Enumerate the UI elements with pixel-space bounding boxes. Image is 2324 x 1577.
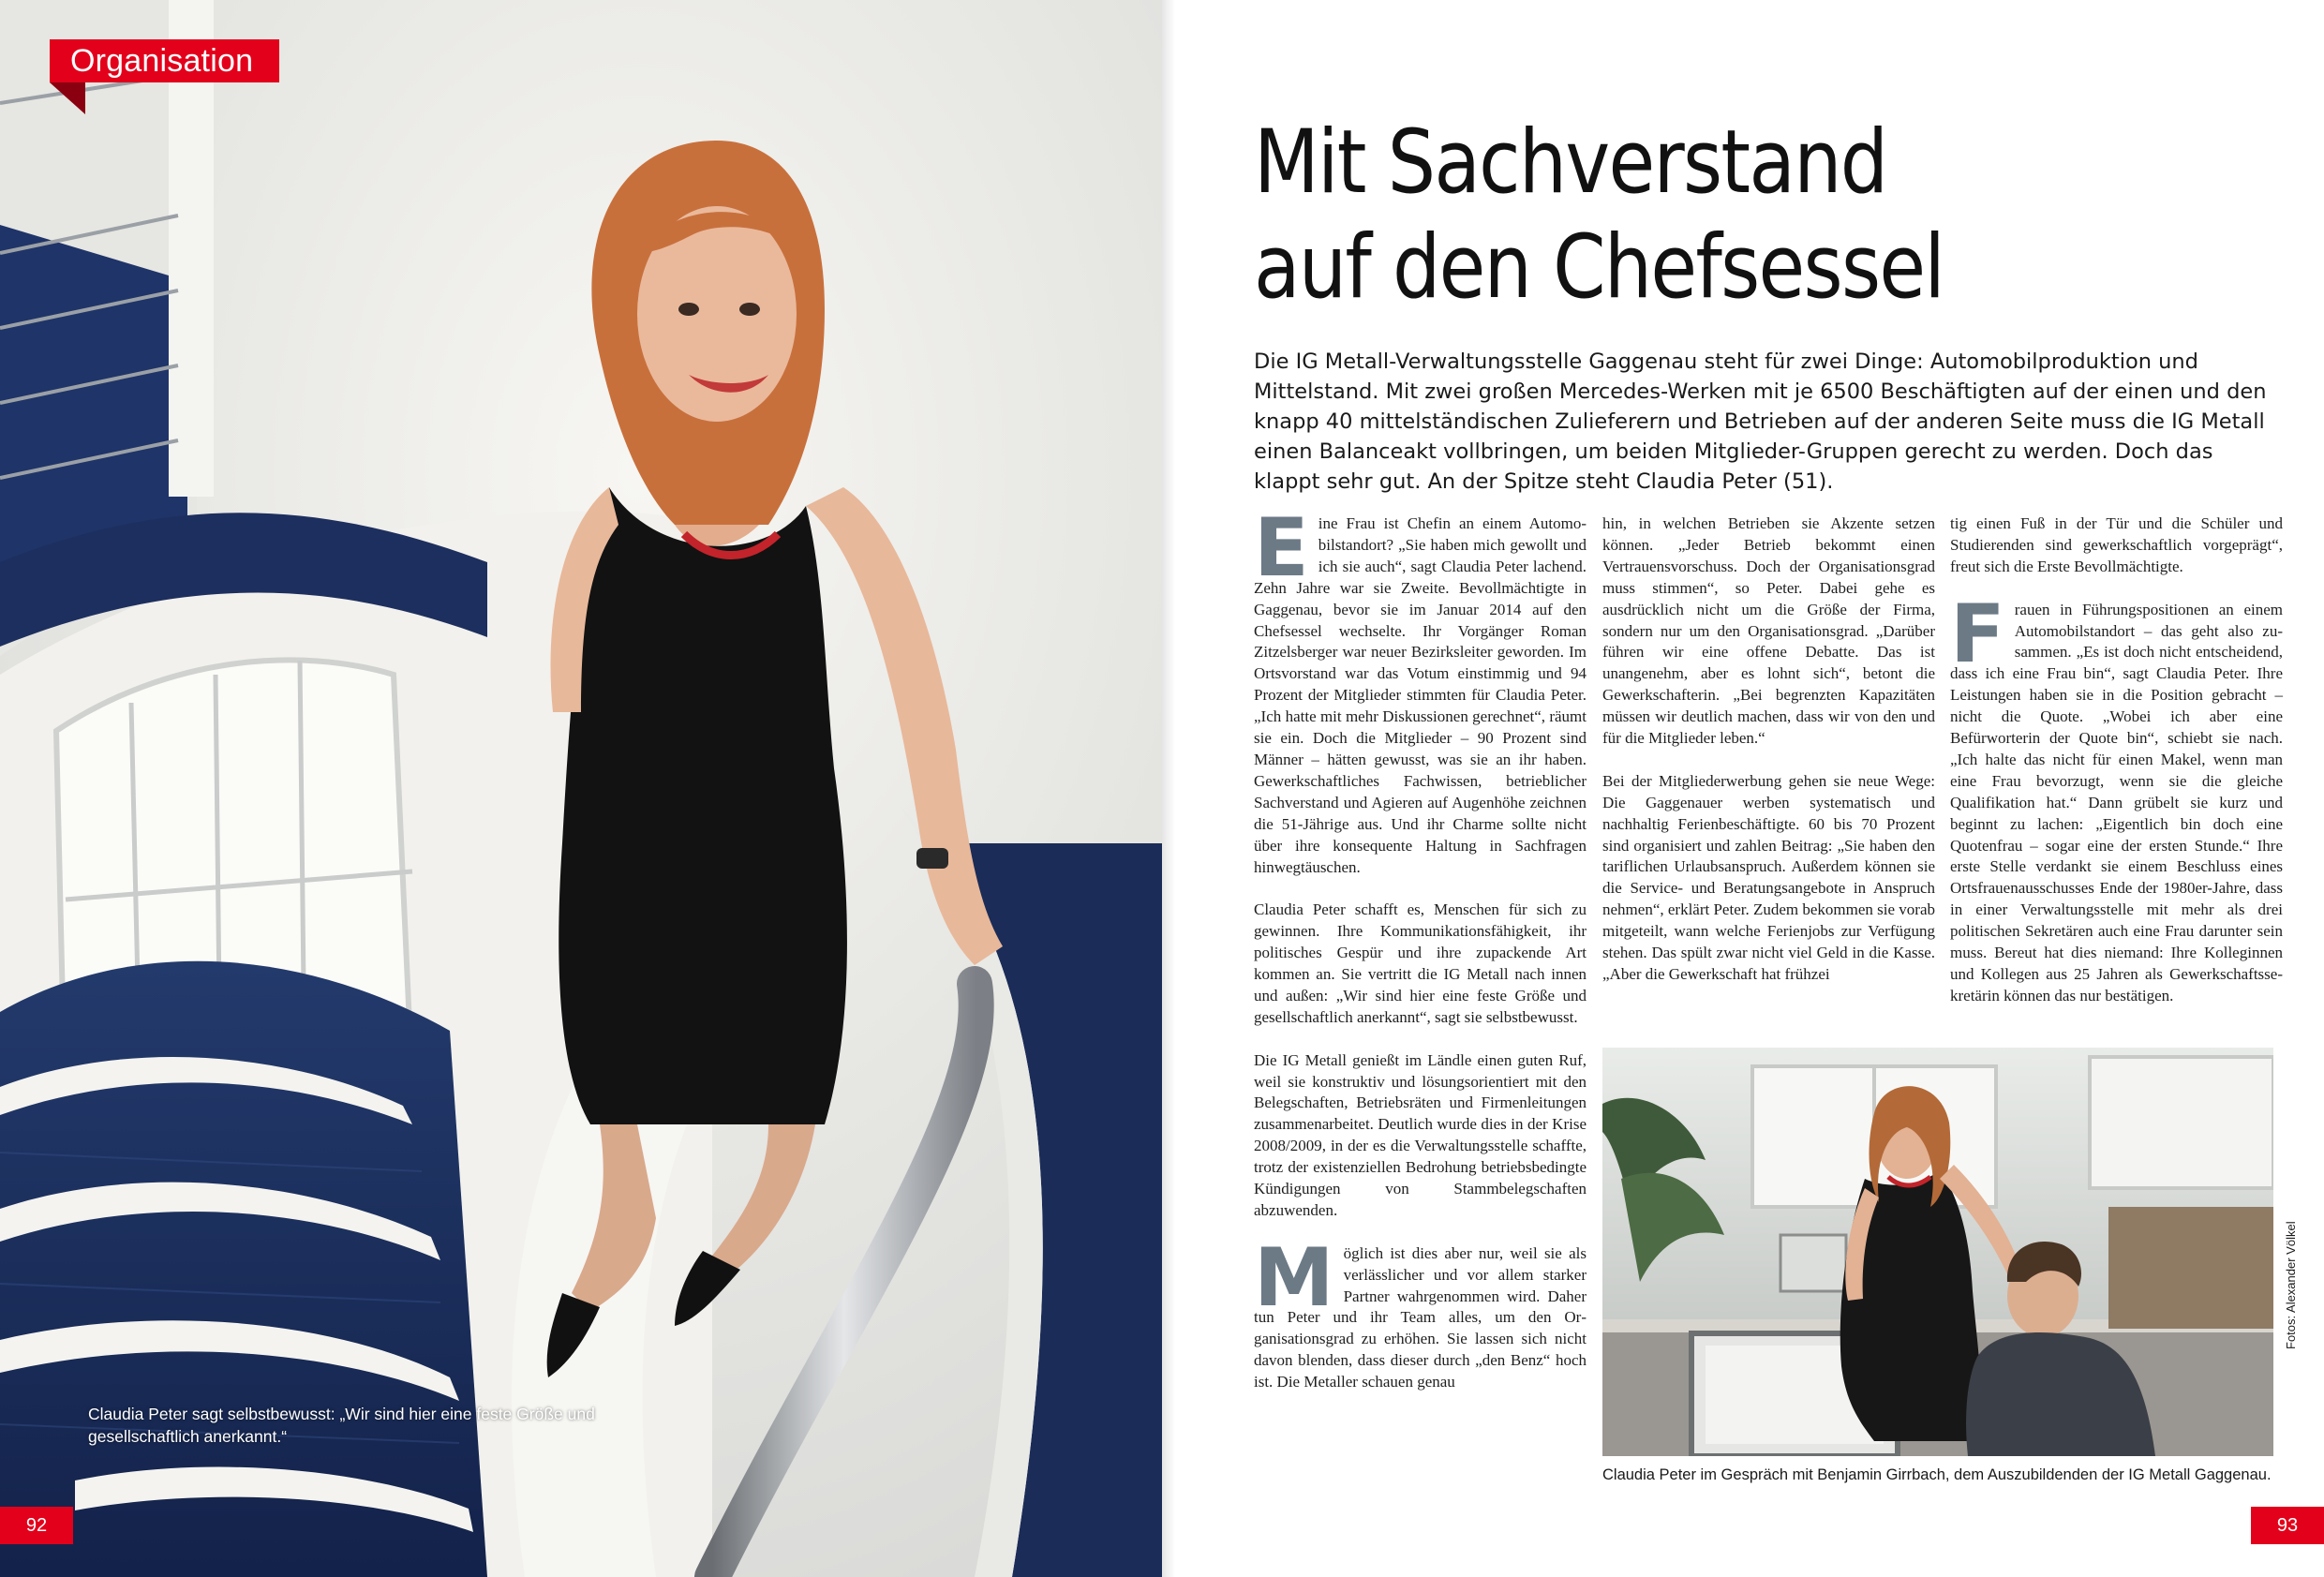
paragraph-8 [1950,587,2283,1007]
paragraph-8-text: rauen in Führungspositionen an einem Automobilstandort – das geht also zusammen. „Es ist doch nicht entscheidend, dass ich eine Frau bin“, sagt Claudia Peter. Ihre Leistungen haben sie in die Position gebracht – nicht die Quote. „Wobei ich aber eine Befürworterin der Quote bin“, schiebt sie nach. „Ich halte das nicht für einen Makel, wenn man eine Frau bevorzugt, wenn sie die gleiche Qualifikation hat.“ Dann grübelt sie kurz und beginnt zu lachen: „Eigentlich bin doch eine Quotenfrau – sogar eine der ersten Stunde.“ Ihre erste Stelle verdankt sie einem Beschluss eines Ortsfrauenausschusses Ende der 1980er-Jahre, dass in einer Verwaltungsstelle mit mehr als drei politischen Sekretären auch eine Frau darunter sein muss. Bereut hat dies niemand: Ihre Kolleginnen und Kollegen aus 25 Jahren als Gewerkschaftssekretärin können das nur bestätigen. [1950,600,2283,1004]
paragraph-6: Bei der Mitgliederwerbung gehen sie neue Wege: Die Gaggenauer werben systematisch und nachhaltig Ferienbeschäftigte. 60 bis 70 Prozent sind organisiert und zahlen Beitrag: „Sie haben den tariflichen Urlaubsanspruch. Außerdem können sie die Service- und Beratungsangebote in Anspruch nehmen“, erklärt Peter. Zudem bekommen sie vorab mitgeteilt, wann welche Ferienjobs zur Verfügung stehen. Das spült zwar nicht viel Geld in die Kasse. „Aber die Gewerkschaft hat frühzei [1602,771,1935,984]
headline-line-1: Mit Sachverstand [1254,112,1887,214]
dropcap-e: E [1254,501,1309,595]
paragraph-2: Claudia Peter schafft es, Menschen für sich zu gewinnen. Ihre Kommunikationsfähigkeit, ihr politisches Gespür und ihre zupackende Art kommen an. Sie vertritt die IG Metall nach innen und außen: „Wir sind hier eine feste Größe und gesellschaftlich anerkannt“, sagt sie selbstbewusst. [1254,900,1587,1026]
dropcap-f: F [1950,587,2005,681]
paragraph-1-text: ine Frau ist Chefin an einem Automobilstandort? „Sie haben mich gewollt und ich sie auch“, sagt Claudia Peter lachend. Zehn Jahre war sie Zweite. Bevollmächtigte in Gaggenau, bevor sie im Januar 2014 auf den Chefsessel wechselte. Ihr Vorgänger Roman Zitzelsberger war neuer Bezirksleiter geworden. Im Ortsvorstand war das Votum einstimmig und 94 Prozent der Mitglieder stimmten für Claudia Peter. „Ich hatte mit mehr Diskussionen gerechnet“, räumt sie ein. Doch die Mitglieder – 90 Prozent sind Männer – hätten gewusst, was sie an ihr haben. Gewerkschaftliches Fachwissen, betrieblicher Sachverstand und Agieren auf Augenhöhe zeichnen die 51-Jährige aus. Und ihr Charme sollte nicht über ihre konsequente Haltung in Sachfragen hinwegtäuschen. [1254,514,1587,876]
photo-credit: Fotos: Alexander Völkel [2284,1221,2298,1349]
section-tag-fold-shape [50,82,85,114]
article-intro: Die IG Metall-Verwaltungsstelle Gaggenau steht für zwei Dinge: Automobilproduktion und Mittelstand. Mit zwei großen Mercedes-Werken mit je 6500 Beschäftigten auf der einen und den knapp 40 mittelständischen Zulieferern und Betrieben auf der anderen Seite muss die IG Metall einen Balanceakt vollbringen, um beiden Mitglieder-Gruppen gerecht zu werden. Doch das klappt sehr gut. An der Spitze steht Claudia Peter (51). [1254,350,2267,494]
paragraph-3: Die IG Metall genießt im Ländle einen guten Ruf, weil sie konstruktiv und lösungsorientiert mit den Belegschaften, Betriebsräten und Firmenleitungen zusammenarbeitet. Deutlich wurde dies in der Krise 2008/2009, in der es die Verwaltungsstelle schaffte, trotz der existenziellen Bedrohung betriebsbedingte Kündigungen von Stammbelegschaften abzuwenden. [1254,1050,1587,1219]
article-column-1 [1254,501,1587,1393]
page-number-right: 93 [2251,1507,2324,1544]
section-tag-organisation: Organisation [50,39,279,82]
paragraph-4 [1254,1230,1587,1393]
paragraph-4-text: öglich ist dies aber nur, weil sie als verlässlicher und vor allem starker Partner wahrgenommen wird. Daher tun Peter und ihr Team alles, um den Organisationsgrad zu erhöhen. Sie lassen sich nicht davon blenden, dass dieser durch „den Benz“ hoch ist. Die Metaller schauen genau [1254,1243,1587,1391]
office-inset-photo [1602,1048,2273,1456]
headline-line-2: auf den Chefsessel [1254,216,1944,319]
office-scene-image [1602,1048,2273,1456]
inset-photo-caption: Claudia Peter im Gespräch mit Benjamin Girrbach, dem Auszubildenden der IG Metall Gaggenau. [1602,1466,2272,1483]
paragraph-7: tig einen Fuß in der Tür und die Schüler und Studierenden sind gewerkschaftlich vorgeprägt“, freut sich die Erste Bevollmächtigte. [1950,514,2283,575]
article-column-3 [1950,513,2283,1007]
article-column-2 [1602,513,1935,1034]
article-headline [1254,111,2108,320]
left-photo-caption: Claudia Peter sagt selbstbewusst: „Wir sind hier eine feste Größe und gesellschaftlich anerkannt.“ [88,1405,595,1446]
page-number-left: 92 [0,1507,73,1544]
paragraph-5: hin, in welchen Betrieben sie Akzente setzen können. „Jeder Betrieb bekommt einen Vertrauensvorschuss. Doch der Organisationsgrad muss stimmen“, so Peter. Dabei gehe es ausdrücklich nicht um die Größe der Firma, sondern nur um den Organisationsgrad. „Darüber führen wir eine offene Debatte. Das ist unangenehm, aber es lohnt sich“, betont die Gewerkschafterin. „Bei begrenzten Kapazitäten müssen wir deutlich machen, dass wir von den und für die Mitglieder leben.“ [1602,514,1935,748]
dropcap-m: M [1254,1230,1334,1325]
right-page-article [1162,0,2324,1577]
paragraph-1 [1254,501,1587,878]
